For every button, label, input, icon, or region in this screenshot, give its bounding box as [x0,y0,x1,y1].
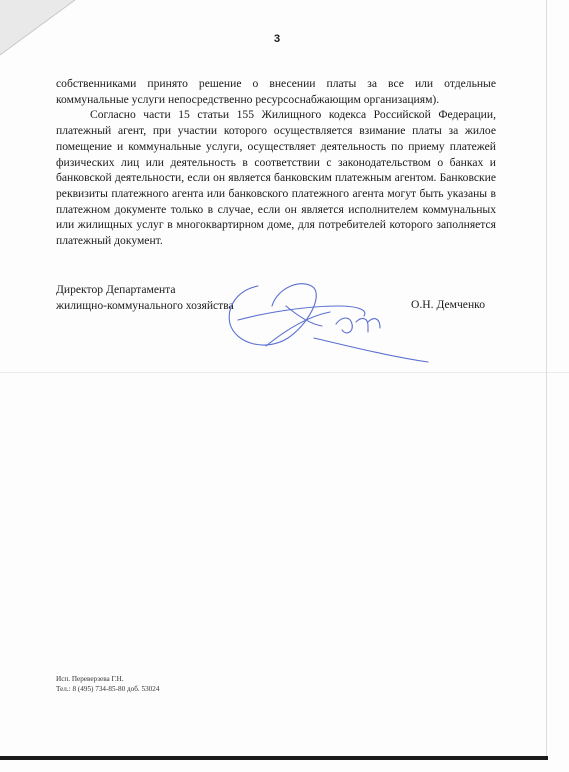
signer-title-line2: жилищно-коммунального хозяйства [56,298,234,312]
folded-corner [0,0,90,60]
letter-body [56,76,496,249]
signer-name: О.Н. Демченко [411,298,485,311]
page-number: 3 [273,33,281,45]
executor-phone: Тел.: 8 (495) 734-85-80 доб. 53024 [56,685,160,693]
paragraph-main: Согласно части 15 статьи 155 Жилищного кодекса Российской Федерации, платежный агент, при участии которого осуществляется взимание платы за жилое помещение и коммунальные услуги, осуществляет деятельность по приему платежей физических лиц или деятельность в соответствии с законодательством о банках и банковской деятельности, если он является банковским платежным агентом. Банковские реквизиты платежного агента или банковского платежного агента могут быть указаны в платежном документе только в случае, если он является исполнителем коммунальных или жилищных услуг в многоквартирном доме, для потребителей которого заполняется платежный документ. [56,108,496,248]
executor-name: Исп. Переверзева Г.Н. [56,675,124,683]
paragraph-continuation: собственниками принято решение о внесении платы за все или отдельные коммунальные услуги непосредственно ресурсоснабжающим организациям). [56,77,496,106]
page-right-edge [546,0,547,760]
handwritten-signature [218,276,438,366]
executor-info [56,674,159,694]
signer-title-line1: Директор Департамента [56,283,176,296]
page-bottom-edge [0,756,548,760]
scan-divider [0,372,569,373]
